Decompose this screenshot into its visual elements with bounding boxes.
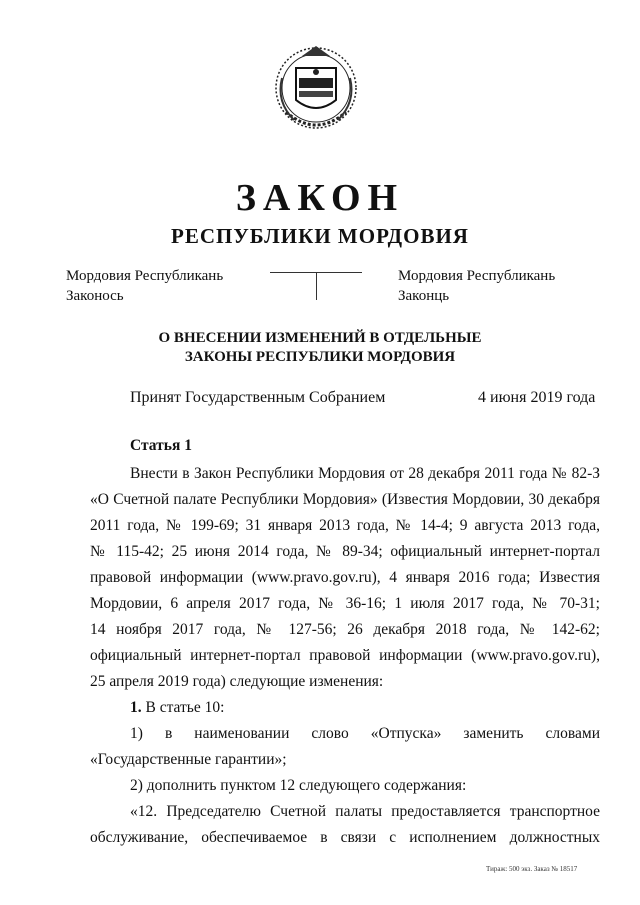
body-line: № 115-42; 25 июня 2014 года, № 89-34; официальный интернет-портал [90, 543, 600, 560]
right-heading-block [398, 266, 555, 306]
adoption-date: 4 июня 2019 года [478, 389, 596, 406]
body-line: 2011 года, № 199-69; 31 января 2013 года, № 14-4; 9 августа 2013 года, [90, 517, 600, 534]
left-heading-line2: Законось [66, 288, 124, 304]
quote-line2: обслуживание, обеспечиваемое в связи с исполнением должностных [90, 829, 600, 846]
left-heading-block [66, 266, 223, 306]
body-line: «О Счетной палате Республики Мордовия» (Известия Мордовии, 30 декабря [90, 491, 600, 508]
right-heading-line2: Законць [398, 288, 450, 304]
left-heading-line1: Мордовия Республикань [66, 268, 224, 284]
body-line: 14 ноября 2017 года, № 127-56; 26 декабря 2018 года, № 142-62; [90, 621, 600, 638]
document-title: ЗАКОН [235, 177, 405, 219]
body-line: Внести в Закон Республики Мордовия от 28 декабря 2011 года № 82-З [130, 465, 600, 482]
body-line: правовой информации (www.pravo.gov.ru), 4 января 2016 года; Известия [90, 569, 600, 586]
article-body [90, 461, 600, 851]
item-1-text: В статье 10: [141, 699, 225, 716]
number-line-vertical [316, 273, 317, 300]
body-line: Мордовии, 6 апреля 2017 года, № 36-16; 1 июля 2017 года, № 70-31; [90, 595, 600, 612]
subitem-1-line2: «Государственные гарантии»; [90, 751, 287, 768]
adoption-text: Принят Государственным Собранием [130, 389, 386, 406]
body-line: официальный интернет-портал правовой информации (www.pravo.gov.ru), [90, 647, 600, 664]
quote-line1: «12. Председателю Счетной палаты предоставляется транспортное [130, 803, 600, 820]
coat-of-arms-emblem [272, 42, 360, 142]
law-title-line2: ЗАКОНЫ РЕСПУБЛИКИ МОРДОВИЯ [184, 349, 456, 365]
body-line: 25 апреля 2019 года) следующие изменения: [90, 673, 384, 690]
subitem-1-line1: 1) в наименовании слово «Отпуска» заменить словами [130, 725, 600, 742]
article-heading: Статья 1 [130, 437, 192, 454]
law-title [0, 329, 640, 367]
print-run-note: Тираж: 500 экз. Заказ № 18517 [486, 865, 578, 873]
right-heading-line1: Мордовия Республикань [398, 268, 556, 284]
item-1-label: 1. [130, 699, 142, 716]
law-title-line1: О ВНЕСЕНИИ ИЗМЕНЕНИЙ В ОТДЕЛЬНЫЕ [158, 330, 482, 346]
subitem-2: 2) дополнить пунктом 12 следующего содержания: [130, 777, 467, 794]
item-1 [90, 695, 600, 721]
document-subtitle: РЕСПУБЛИКИ МОРДОВИЯ [171, 224, 469, 248]
